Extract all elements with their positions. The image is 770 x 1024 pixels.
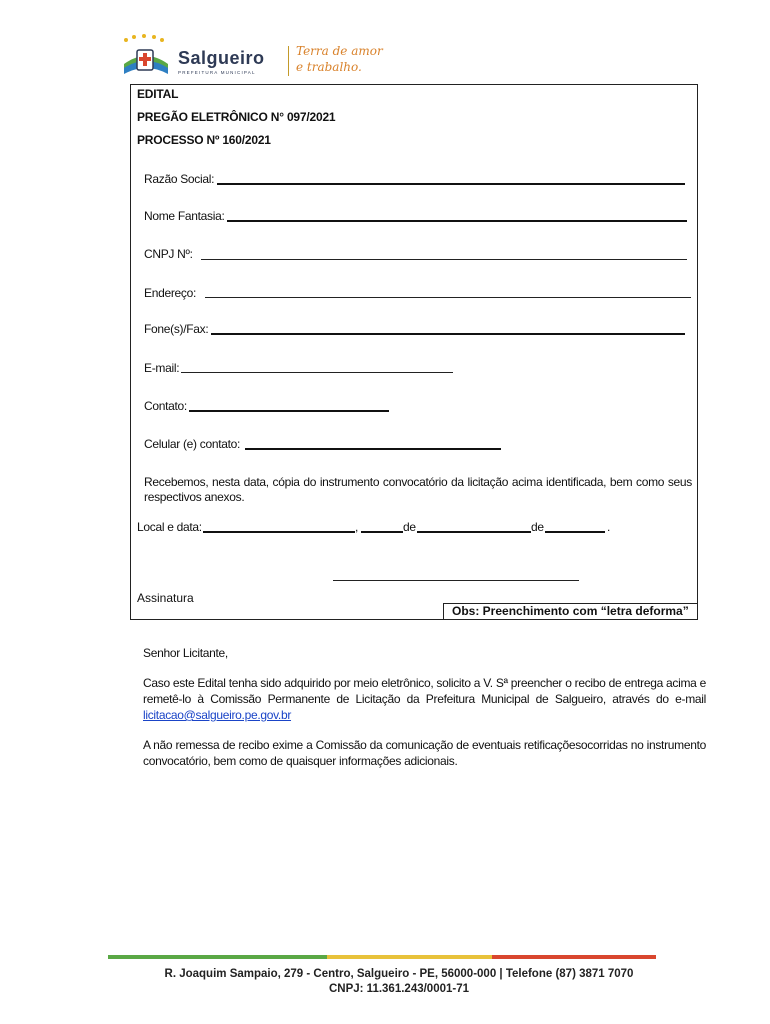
footer-color-bar (108, 955, 656, 959)
comma-separator: , (355, 520, 359, 534)
paragraph-2: A não remessa de recibo exime a Comissão da comunicação de eventuais retificaçõesocorridas no instrumento convocatório, bem como de quaisquer informações adicionais. (143, 738, 706, 768)
nome-fantasia-input-line[interactable] (227, 220, 687, 222)
de-label-1: de (403, 520, 416, 534)
cnpj-label: CNPJ Nº: (144, 247, 193, 261)
cnpj-input-line[interactable] (201, 259, 687, 260)
assinatura-label: Assinatura (137, 591, 194, 605)
email-label: E-mail: (144, 361, 180, 375)
header-logo (118, 28, 408, 84)
de-label-2: de (531, 520, 544, 534)
salutation: Senhor Licitante, (143, 646, 228, 660)
fone-fax-label: Fone(s)/Fax: (144, 322, 209, 336)
pregao-number: PREGÃO ELETRÔNICO N° 097/2021 (137, 110, 336, 124)
contato-input-line[interactable] (189, 410, 389, 412)
footer-cnpj: CNPJ: 11.361.243/0001-71 (328, 983, 470, 995)
logo-divider (288, 46, 289, 76)
razao-social-input-line[interactable] (217, 183, 685, 185)
endereco-input-line[interactable] (205, 297, 691, 298)
paragraph-1-text: Caso este Edital tenha sido adquirido por meio eletrônico, solicito a V. Sª preencher o recibo de entrega acima e remetê-lo à Comissão Permanente de Licitação da Prefeitura Municipal de Salgueiro, através do e-mail (143, 676, 706, 706)
month-input-line[interactable] (417, 531, 531, 533)
paragraph-1 (143, 675, 706, 723)
razao-social-label: Razão Social: (144, 172, 215, 186)
local-data-label: Local e data: (137, 520, 202, 534)
obs-note: Obs: Preenchimento com “letra deforma” (443, 603, 697, 620)
receipt-form (130, 84, 698, 620)
celular-input-line[interactable] (245, 448, 501, 450)
footer-address: R. Joaquim Sampaio, 279 - Centro, Salgueiro - PE, 56000-000 | Telefone (87) 3871 7070 (164, 968, 634, 980)
slogan-line-1: Terra de amor (296, 44, 383, 58)
fone-fax-input-line[interactable] (211, 333, 685, 335)
nome-fantasia-label: Nome Fantasia: (144, 209, 225, 223)
contato-label: Contato: (144, 399, 187, 413)
signature-line[interactable] (333, 580, 579, 581)
city-crest-icon (120, 34, 172, 80)
form-title: EDITAL (137, 87, 179, 101)
brand-subtitle: PREFEITURA MUNICIPAL (178, 70, 256, 75)
brand-name: Salgueiro (178, 48, 265, 68)
period-mark: . (607, 520, 611, 534)
email-input-line[interactable] (181, 372, 453, 373)
slogan-line-2: e trabalho. (296, 60, 362, 74)
year-input-line[interactable] (545, 531, 605, 533)
local-input-line[interactable] (203, 531, 355, 533)
endereco-label: Endereço: (144, 286, 197, 300)
email-link[interactable]: licitacao@salgueiro.pe.gov.br (143, 708, 292, 722)
processo-number: PROCESSO Nº 160/2021 (137, 133, 271, 147)
recebemos-paragraph: Recebemos, nesta data, cópia do instrumento convocatório da licitação acima identificada, bem como seus respectivos anexos. (144, 475, 692, 504)
celular-label: Celular (e) contato: (144, 437, 241, 451)
day-input-line[interactable] (361, 531, 403, 533)
